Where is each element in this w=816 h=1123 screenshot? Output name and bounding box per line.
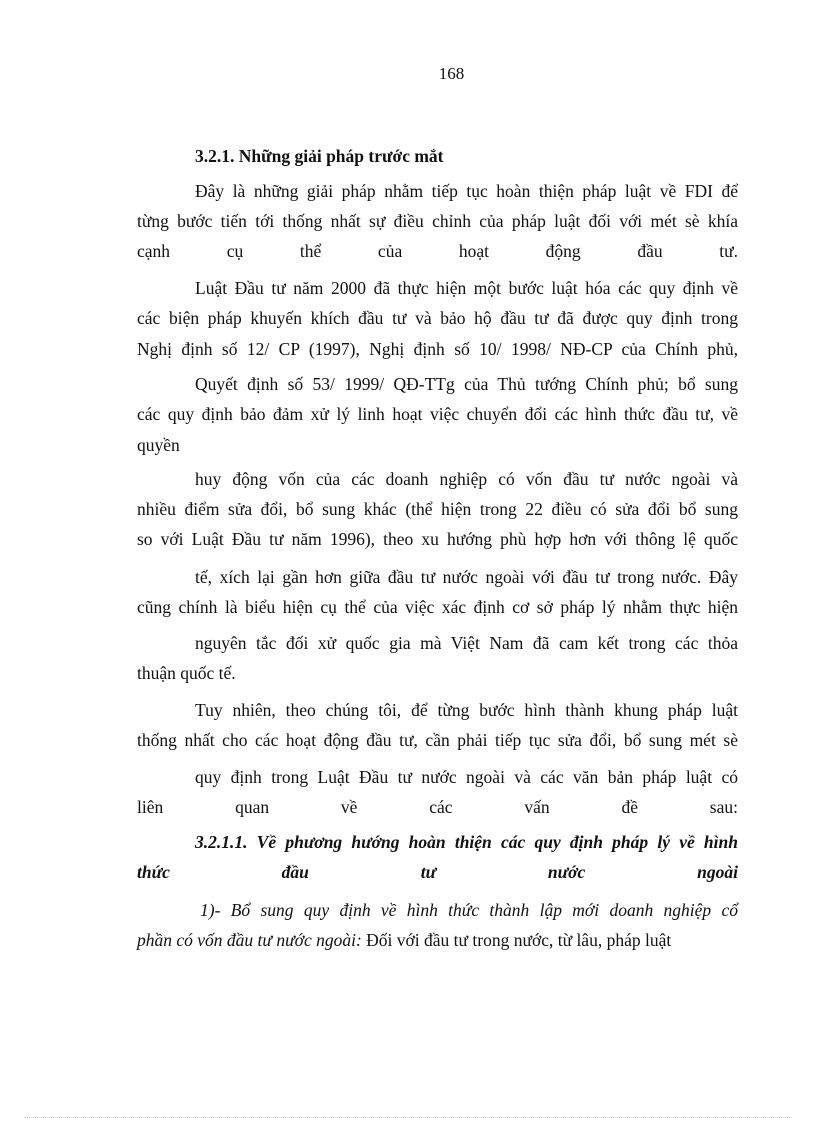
paragraph-line: cạnh cụ thể của hoạt động đầu tư. xyxy=(137,241,738,261)
paragraph-line: liên quan về các vấn đề sau: xyxy=(137,797,738,817)
paragraph-line: Đây là những giải pháp nhằm tiếp tục hoàn thiện pháp luật về FDI để xyxy=(195,181,738,201)
page-number: 168 xyxy=(438,64,465,83)
section-heading: 3.2.1. Những giải pháp trước mắt xyxy=(195,146,444,166)
paragraph-line: thống nhất cho các hoạt động đầu tư, cần phải tiếp tục sửa đổi, bổ sung mét sè xyxy=(137,730,738,750)
page-divider xyxy=(24,1117,792,1118)
paragraph-line: so với Luật Đầu tư năm 1996), theo xu hướng phù hợp hơn với thông lệ quốc xyxy=(137,529,738,549)
paragraph-line: tế, xích lại gần hơn giữa đầu tư nước ngoài với đầu tư trong nước. Đây xyxy=(195,567,738,587)
paragraph-line: quy định trong Luật Đầu tư nước ngoài và các văn bản pháp luật có xyxy=(195,767,738,787)
list-item-line: 1)- Bổ sung quy định về hình thức thành lập mới doanh nghiệp cổ xyxy=(200,900,738,920)
paragraph-line: Nghị định số 12/ CP (1997), Nghị định số 10/ 1998/ NĐ-CP của Chính phủ, xyxy=(137,339,738,359)
paragraph-line: từng bước tiến tới thống nhất sự điều chỉnh của pháp luật đối với mét sè khía xyxy=(137,211,738,231)
paragraph-line: cũng chính là biểu hiện cụ thể của việc xác định cơ sở pháp lý nhằm thực hiện xyxy=(137,597,738,617)
list-item-continuation: Đối với đầu tư trong nước, từ lâu, pháp luật xyxy=(361,930,672,950)
list-item-line xyxy=(137,929,738,951)
paragraph-line: quyền xyxy=(137,435,180,455)
paragraph-line: Luật Đầu tư năm 2000 đã thực hiện một bước luật hóa các quy định về xyxy=(195,278,738,298)
paragraph-line: nhiều điểm sửa đổi, bổ sung khác (thể hiện trong 22 điều có sửa đổi bổ sung xyxy=(137,499,738,519)
paragraph-line: Tuy nhiên, theo chúng tôi, để từng bước hình thành khung pháp luật xyxy=(195,700,738,720)
list-item-italic-lead: phần có vốn đầu tư nước ngoài: xyxy=(137,930,362,950)
paragraph-line: các biện pháp khuyến khích đầu tư và bảo hộ đầu tư đã được quy định trong xyxy=(137,308,738,328)
subsection-heading: 3.2.1.1. Về phương hướng hoàn thiện các quy định pháp lý về hình xyxy=(195,832,738,852)
subsection-heading-continued: thức đầu tư nước ngoài xyxy=(137,862,738,882)
paragraph-line: Quyết định số 53/ 1999/ QĐ-TTg của Thủ tướng Chính phủ; bổ sung xyxy=(195,374,738,394)
paragraph-line: huy động vốn của các doanh nghiệp có vốn đầu tư nước ngoài và xyxy=(195,469,738,489)
paragraph-line: thuận quốc tế. xyxy=(137,663,236,683)
paragraph-line: nguyên tắc đối xử quốc gia mà Việt Nam đã cam kết trong các thỏa xyxy=(195,633,738,653)
paragraph-line: các quy định bảo đảm xử lý linh hoạt việc chuyển đổi các hình thức đầu tư, về xyxy=(137,404,738,424)
